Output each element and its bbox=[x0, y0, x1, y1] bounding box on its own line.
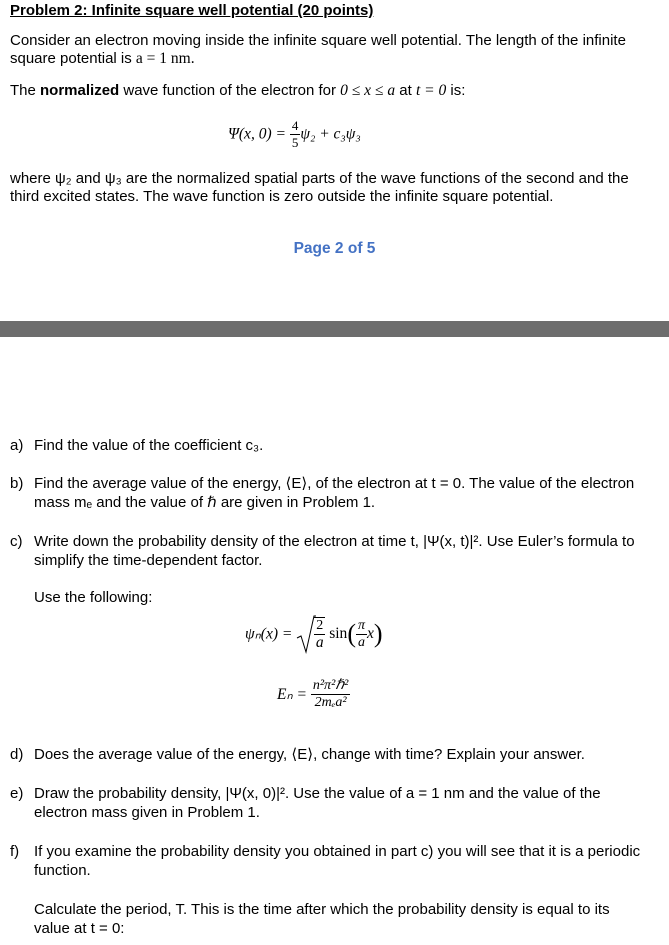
wavefunction-lhs: Ψ(x, 0) = bbox=[228, 125, 290, 143]
statement-rest: wave function of the electron for bbox=[119, 82, 341, 99]
pi-numerator: π bbox=[357, 617, 365, 633]
statement-bold: normalized bbox=[40, 82, 120, 99]
statement-is: is: bbox=[446, 82, 466, 99]
use-following: Use the following: bbox=[34, 589, 153, 606]
psi-n-lhs: ψₙ(x) = bbox=[245, 625, 297, 643]
question-text: Find the value of the coefficient c₃. bbox=[34, 437, 264, 454]
question-b bbox=[10, 474, 650, 512]
sin-label: sin bbox=[329, 625, 348, 642]
pi-denominator: a bbox=[357, 634, 365, 650]
question-e bbox=[10, 784, 650, 822]
energy-numerator: n²π²ℏ² bbox=[312, 678, 349, 693]
question-f bbox=[10, 842, 650, 880]
right-paren: ) bbox=[373, 619, 383, 648]
question-text: Does the average value of the energy, ⟨E⟩, change with time? Explain your answer. bbox=[34, 746, 585, 763]
statement-time: t = 0 bbox=[415, 82, 447, 99]
question-text: Write down the probability density of the electron at time t, |Ψ(x, t)|². Use Euler’s formula to simplify the time-dependent factor. bbox=[34, 533, 635, 569]
question-text: If you examine the probability density you obtained in part c) you will see that it is a periodic function. bbox=[34, 843, 641, 879]
intro-text: Consider an electron moving inside the infinite square well potential. The length of the infinite square potential is bbox=[10, 32, 626, 67]
page-separator bbox=[0, 321, 669, 337]
where-paragraph: where ψ₂ and ψ₃ are the normalized spatial parts of the wave functions of the second and the third excited states. The wave function is zero outside the infinite square potential. bbox=[10, 170, 629, 205]
statement-paragraph bbox=[10, 82, 650, 100]
question-c bbox=[10, 532, 650, 570]
sin-argument-x: x bbox=[367, 625, 374, 642]
wavefunction-coefficient bbox=[290, 118, 301, 151]
intro-length: a = 1 nm. bbox=[135, 50, 195, 67]
statement-at: at bbox=[395, 82, 416, 99]
sqrt-denominator: a bbox=[315, 634, 324, 651]
energy-lhs: Eₙ = bbox=[277, 686, 311, 703]
energy-formula bbox=[277, 678, 350, 711]
intro-paragraph bbox=[10, 32, 650, 68]
wavefunction-terms: ψ₂ + c₃ψ₃ bbox=[300, 125, 361, 143]
question-label: e) bbox=[10, 785, 24, 802]
energy-denominator: 2mₑa² bbox=[314, 695, 347, 710]
question-label: f) bbox=[10, 843, 20, 860]
page-number: Page 2 of 5 bbox=[293, 240, 376, 257]
question-a bbox=[10, 436, 650, 455]
question-text: Find the average value of the energy, ⟨E⟩, of the electron at t = 0. The value of the electron mass mₑ and the value of ℏ are given in Problem 1. bbox=[34, 475, 635, 511]
sqrt-numerator: 2 bbox=[316, 618, 324, 633]
statement-the: The bbox=[10, 82, 41, 99]
problem-title: Problem 2: Infinite square well potential (20 points) bbox=[10, 2, 374, 19]
period-text: Calculate the period, T. This is the time after which the probability density is equal to its value at t = 0: bbox=[34, 901, 610, 937]
question-d bbox=[10, 745, 650, 764]
question-text: Draw the probability density, |Ψ(x, 0)|². Use the value of a = 1 nm and the value of the electron mass given in Problem 1. bbox=[34, 785, 601, 821]
coef-denominator: 5 bbox=[291, 135, 299, 150]
question-label: b) bbox=[10, 475, 24, 492]
psi-n-formula bbox=[245, 614, 383, 658]
question-label: c) bbox=[10, 533, 23, 550]
sqrt-fraction bbox=[314, 617, 325, 651]
energy-fraction bbox=[311, 678, 350, 711]
question-label: a) bbox=[10, 437, 24, 454]
coef-numerator: 4 bbox=[291, 118, 299, 133]
sqrt-sign bbox=[296, 614, 316, 654]
pi-over-a bbox=[356, 618, 367, 651]
statement-range: 0 ≤ x ≤ a bbox=[340, 82, 396, 99]
left-paren: ( bbox=[347, 619, 356, 648]
wavefunction-equation bbox=[228, 118, 361, 151]
question-label: d) bbox=[10, 746, 24, 763]
